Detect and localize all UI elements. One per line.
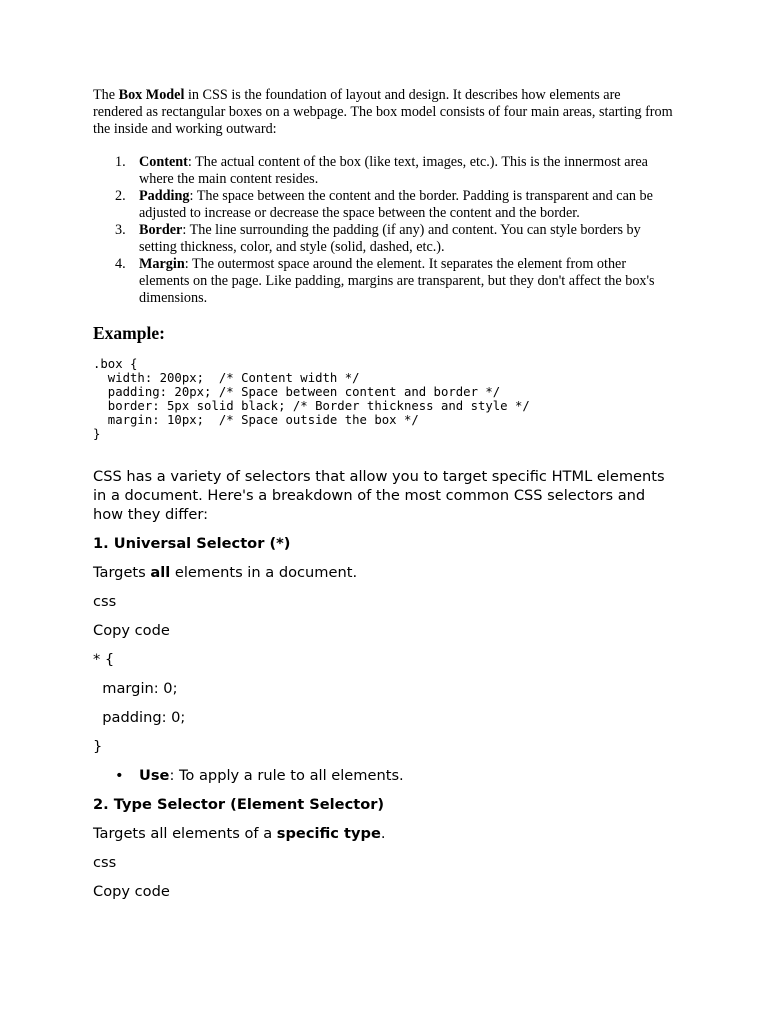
list-item: 1. Content: The actual content of the box (like text, images, etc.). This is the innermost area where the main content resides. <box>115 154 648 187</box>
intro-bold-term: Box Model <box>118 87 185 103</box>
code-block <box>93 357 673 441</box>
type-selector-heading: 2. Type Selector (Element Selector) <box>93 796 385 813</box>
code-line: padding: 20px; /* Space between content and border */ <box>93 385 501 399</box>
document-page <box>93 87 673 901</box>
copy-code-button[interactable]: Copy code <box>93 622 170 639</box>
box-model-list <box>93 154 673 307</box>
code-line: border: 5px solid black; /* Border thickness and style */ <box>93 399 530 413</box>
intro-paragraph: The Box Model in CSS is the foundation of layout and design. It describes how elements are rendered as rectangular boxes on a webpage. The box model consists of four main areas, starting from the inside and working outward: <box>93 87 673 137</box>
code-language-label: css <box>93 593 117 610</box>
example-heading: Example: <box>93 323 165 343</box>
code-line: } <box>93 738 103 755</box>
code-line: } <box>93 427 101 441</box>
bullet-icon: • <box>115 767 124 784</box>
code-line: margin: 10px; /* Space outside the box */ <box>93 413 419 427</box>
code-line: padding: 0; <box>93 709 186 726</box>
use-list <box>93 766 673 785</box>
copy-code-button[interactable]: Copy code <box>93 883 170 900</box>
universal-desc: Targets all elements in a document. <box>93 564 358 581</box>
type-desc: Targets all elements of a specific type. <box>93 825 386 842</box>
list-item: 3. Border: The line surrounding the padding (if any) and content. You can style borders by setting thickness, color, and style (solid, dashed, etc.). <box>115 222 641 255</box>
code-language-label: css <box>93 854 117 871</box>
code-line: * { <box>93 651 115 668</box>
universal-selector-heading: 1. Universal Selector (*) <box>93 535 291 552</box>
code-line: margin: 0; <box>93 680 178 697</box>
code-line: .box { <box>93 357 138 371</box>
code-line: width: 200px; /* Content width */ <box>93 371 360 385</box>
list-item: 2. Padding: The space between the content and the border. Padding is transparent and can be adjusted to increase or decrease the space between the content and the border. <box>115 188 653 221</box>
list-item: 4. Margin: The outermost space around the element. It separates the element from other elements on the page. Like padding, margins are transparent, but they don't affect the box's dimensions. <box>115 256 655 306</box>
list-item: • Use: To apply a rule to all elements. <box>115 767 404 784</box>
selectors-intro: CSS has a variety of selectors that allow you to target specific HTML elements in a document. Here's a breakdown of the most common CSS selectors and how they differ: <box>93 468 665 523</box>
